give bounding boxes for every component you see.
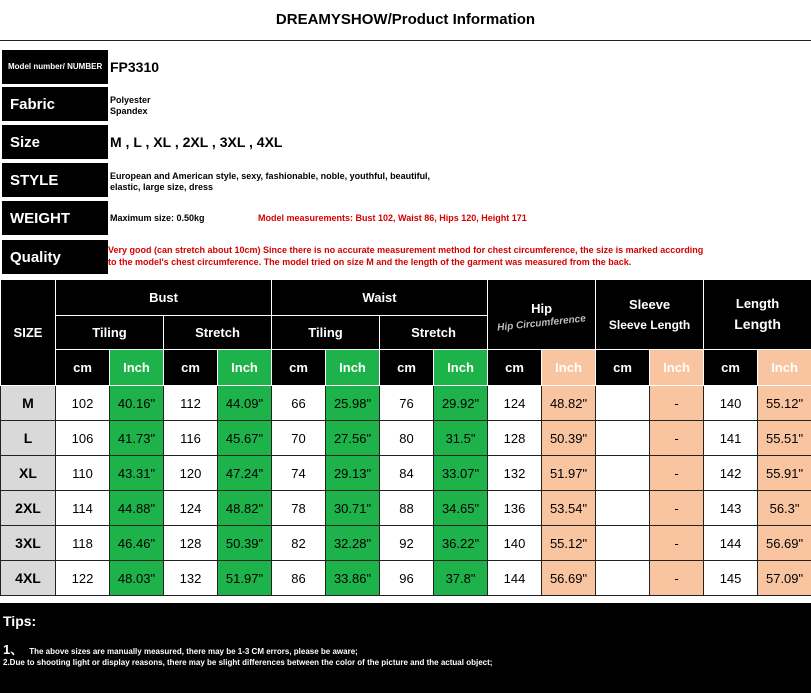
length-header bbox=[704, 280, 811, 350]
cell-bust-s-in: 44.09" bbox=[218, 386, 272, 421]
cell-bust-t-in: 40.16" bbox=[110, 386, 164, 421]
bust-stretch-header: Stretch bbox=[164, 316, 272, 350]
unit-cm: cm bbox=[488, 350, 542, 386]
cell-waist-s-cm: 88 bbox=[380, 491, 434, 526]
cell-hip-cm: 136 bbox=[488, 491, 542, 526]
cell-bust-s-cm: 120 bbox=[164, 456, 218, 491]
cell-bust-t-in: 48.03" bbox=[110, 561, 164, 596]
style-line-2: elastic, large size, dress bbox=[110, 181, 214, 192]
cell-hip-in: 56.69" bbox=[542, 561, 596, 596]
cell-sleeve-cm bbox=[596, 526, 650, 561]
weight-label: WEIGHT bbox=[2, 201, 108, 235]
cell-waist-s-cm: 80 bbox=[380, 421, 434, 456]
unit-inch: Inch bbox=[542, 350, 596, 386]
cell-waist-s-cm: 84 bbox=[380, 456, 434, 491]
unit-cm: cm bbox=[596, 350, 650, 386]
cell-bust-s-in: 50.39" bbox=[218, 526, 272, 561]
unit-cm: cm bbox=[272, 350, 326, 386]
cell-bust-t-in: 43.31" bbox=[110, 456, 164, 491]
weight-row bbox=[0, 201, 811, 235]
bust-tiling-header: Tiling bbox=[56, 316, 164, 350]
table-row bbox=[1, 491, 811, 526]
cell-hip-cm: 128 bbox=[488, 421, 542, 456]
cell-sleeve-cm bbox=[596, 491, 650, 526]
header-row-1 bbox=[1, 280, 811, 316]
cell-waist-t-cm: 70 bbox=[272, 421, 326, 456]
bust-header: Bust bbox=[56, 280, 272, 316]
cell-waist-s-in: 31.5" bbox=[434, 421, 488, 456]
cell-waist-t-cm: 74 bbox=[272, 456, 326, 491]
style-value bbox=[110, 163, 430, 197]
cell-len-in: 56.3" bbox=[758, 491, 811, 526]
cell-len-in: 55.12" bbox=[758, 386, 811, 421]
tips-title: Tips: bbox=[3, 613, 37, 629]
cell-bust-s-cm: 112 bbox=[164, 386, 218, 421]
waist-tiling-header: Tiling bbox=[272, 316, 380, 350]
cell-sleeve-in: - bbox=[650, 526, 704, 561]
cell-bust-t-in: 44.88" bbox=[110, 491, 164, 526]
unit-inch: Inch bbox=[110, 350, 164, 386]
style-line-1: European and American style, sexy, fashionable, noble, youthful, beautiful, bbox=[110, 170, 431, 181]
cell-waist-s-cm: 76 bbox=[380, 386, 434, 421]
cell-sleeve-cm bbox=[596, 561, 650, 596]
cell-waist-t-cm: 66 bbox=[272, 386, 326, 421]
cell-bust-s-cm: 128 bbox=[164, 526, 218, 561]
cell-len-in: 57.09" bbox=[758, 561, 811, 596]
cell-waist-t-in: 25.98" bbox=[326, 386, 380, 421]
cell-bust-s-in: 51.97" bbox=[218, 561, 272, 596]
cell-hip-in: 53.54" bbox=[542, 491, 596, 526]
waist-stretch-header: Stretch bbox=[380, 316, 488, 350]
cell-bust-s-in: 47.24" bbox=[218, 456, 272, 491]
cell-waist-t-in: 27.56" bbox=[326, 421, 380, 456]
style-label: STYLE bbox=[2, 163, 108, 197]
cell-bust-t-cm: 110 bbox=[56, 456, 110, 491]
size-row bbox=[0, 125, 811, 159]
cell-bust-s-cm: 132 bbox=[164, 561, 218, 596]
cell-bust-t-cm: 102 bbox=[56, 386, 110, 421]
hip-sub-label: Hip Circumference bbox=[496, 312, 587, 334]
size-chart-table bbox=[0, 279, 811, 596]
cell-waist-t-in: 32.28" bbox=[326, 526, 380, 561]
cell-waist-t-cm: 86 bbox=[272, 561, 326, 596]
cell-sleeve-in: - bbox=[650, 386, 704, 421]
unit-cm: cm bbox=[56, 350, 110, 386]
cell-sleeve-in: - bbox=[650, 491, 704, 526]
cell-len-cm: 141 bbox=[704, 421, 758, 456]
sleeve-sub-label: Sleeve Length bbox=[608, 317, 691, 332]
cell-sleeve-cm bbox=[596, 456, 650, 491]
unit-inch: Inch bbox=[650, 350, 704, 386]
size-value: M , L , XL , 2XL , 3XL , 4XL bbox=[110, 134, 283, 150]
tip-1-number: 1、 bbox=[3, 642, 24, 657]
cell-size: 2XL bbox=[1, 491, 56, 526]
cell-waist-s-cm: 96 bbox=[380, 561, 434, 596]
cell-len-in: 55.51" bbox=[758, 421, 811, 456]
cell-waist-t-in: 30.71" bbox=[326, 491, 380, 526]
size-header: SIZE bbox=[1, 280, 56, 386]
cell-bust-t-cm: 122 bbox=[56, 561, 110, 596]
unit-cm: cm bbox=[704, 350, 758, 386]
hip-header bbox=[488, 280, 596, 350]
fabric-line-2: Spandex bbox=[110, 105, 148, 116]
size-label: Size bbox=[2, 125, 108, 159]
model-number-label: Model number/ NUMBER bbox=[2, 50, 108, 84]
weight-value: Maximum size: 0.50kg bbox=[110, 213, 205, 223]
quality-line-2: to the model's chest circumference. The model tried on size M and the length of the garment was measured from the back. bbox=[108, 257, 632, 267]
fabric-label: Fabric bbox=[2, 87, 108, 121]
cell-hip-cm: 132 bbox=[488, 456, 542, 491]
table-row bbox=[1, 526, 811, 561]
cell-bust-t-cm: 106 bbox=[56, 421, 110, 456]
cell-waist-t-in: 29.13" bbox=[326, 456, 380, 491]
cell-waist-s-in: 29.92" bbox=[434, 386, 488, 421]
cell-len-in: 55.91" bbox=[758, 456, 811, 491]
cell-waist-s-in: 36.22" bbox=[434, 526, 488, 561]
cell-bust-s-in: 48.82" bbox=[218, 491, 272, 526]
quality-row bbox=[0, 240, 811, 274]
unit-inch: Inch bbox=[434, 350, 488, 386]
cell-waist-t-cm: 82 bbox=[272, 526, 326, 561]
tip-1 bbox=[3, 639, 358, 658]
cell-hip-in: 50.39" bbox=[542, 421, 596, 456]
cell-size: M bbox=[1, 386, 56, 421]
cell-bust-t-cm: 118 bbox=[56, 526, 110, 561]
quality-value bbox=[108, 244, 808, 268]
cell-size: XL bbox=[1, 456, 56, 491]
cell-hip-in: 51.97" bbox=[542, 456, 596, 491]
unit-cm: cm bbox=[380, 350, 434, 386]
cell-bust-s-in: 45.67" bbox=[218, 421, 272, 456]
cell-len-cm: 145 bbox=[704, 561, 758, 596]
cell-waist-s-in: 37.8" bbox=[434, 561, 488, 596]
unit-inch: Inch bbox=[758, 350, 811, 386]
fabric-row bbox=[0, 87, 811, 121]
fabric-line-1: Polyester bbox=[110, 94, 151, 105]
hip-label: Hip bbox=[531, 300, 553, 316]
cell-hip-in: 55.12" bbox=[542, 526, 596, 561]
tip-2: 2.Due to shooting light or display reasons, there may be slight differences between the color of the picture and the actual object; bbox=[3, 658, 493, 667]
cell-bust-s-cm: 124 bbox=[164, 491, 218, 526]
waist-header: Waist bbox=[272, 280, 488, 316]
cell-hip-cm: 144 bbox=[488, 561, 542, 596]
cell-size: 3XL bbox=[1, 526, 56, 561]
cell-size: L bbox=[1, 421, 56, 456]
model-number-row bbox=[0, 50, 811, 84]
style-row bbox=[0, 163, 811, 197]
table-row bbox=[1, 561, 811, 596]
cell-waist-t-in: 33.86" bbox=[326, 561, 380, 596]
table-row bbox=[1, 456, 811, 491]
cell-sleeve-in: - bbox=[650, 456, 704, 491]
cell-len-in: 56.69" bbox=[758, 526, 811, 561]
size-rows bbox=[1, 386, 811, 596]
model-number-value: FP3310 bbox=[110, 59, 160, 75]
cell-waist-s-in: 33.07" bbox=[434, 456, 488, 491]
unit-inch: Inch bbox=[326, 350, 380, 386]
tip-1-text: The above sizes are manually measured, there may be 1-3 CM errors, please be aware; bbox=[29, 647, 358, 656]
cell-bust-t-in: 46.46" bbox=[110, 526, 164, 561]
cell-sleeve-cm bbox=[596, 421, 650, 456]
table-row bbox=[1, 421, 811, 456]
cell-bust-s-cm: 116 bbox=[164, 421, 218, 456]
sleeve-header bbox=[596, 280, 704, 350]
length-sub-label: Length bbox=[734, 316, 781, 332]
cell-waist-t-cm: 78 bbox=[272, 491, 326, 526]
fabric-value bbox=[110, 87, 151, 121]
cell-hip-cm: 140 bbox=[488, 526, 542, 561]
cell-sleeve-in: - bbox=[650, 421, 704, 456]
cell-waist-s-in: 34.65" bbox=[434, 491, 488, 526]
cell-hip-cm: 124 bbox=[488, 386, 542, 421]
cell-hip-in: 48.82" bbox=[542, 386, 596, 421]
cell-size: 4XL bbox=[1, 561, 56, 596]
sleeve-label: Sleeve bbox=[628, 296, 671, 312]
header-row-units bbox=[1, 350, 811, 386]
length-label: Length bbox=[735, 296, 780, 311]
model-measurements: Model measurements: Bust 102, Waist 86, Hips 120, Height 171 bbox=[258, 213, 527, 223]
page-title: DREAMYSHOW/Product Information bbox=[0, 0, 811, 41]
cell-len-cm: 144 bbox=[704, 526, 758, 561]
cell-len-cm: 143 bbox=[704, 491, 758, 526]
table-row bbox=[1, 386, 811, 421]
tips-panel bbox=[0, 603, 811, 693]
quality-line-1: Very good (can stretch about 10cm) Since there is no accurate measurement method for chest circumference, the size is marked according bbox=[108, 245, 704, 255]
cell-sleeve-cm bbox=[596, 386, 650, 421]
quality-label: Quality bbox=[2, 240, 108, 274]
unit-inch: Inch bbox=[218, 350, 272, 386]
cell-bust-t-in: 41.73" bbox=[110, 421, 164, 456]
unit-cm: cm bbox=[164, 350, 218, 386]
cell-waist-s-cm: 92 bbox=[380, 526, 434, 561]
cell-len-cm: 140 bbox=[704, 386, 758, 421]
cell-sleeve-in: - bbox=[650, 561, 704, 596]
cell-len-cm: 142 bbox=[704, 456, 758, 491]
cell-bust-t-cm: 114 bbox=[56, 491, 110, 526]
